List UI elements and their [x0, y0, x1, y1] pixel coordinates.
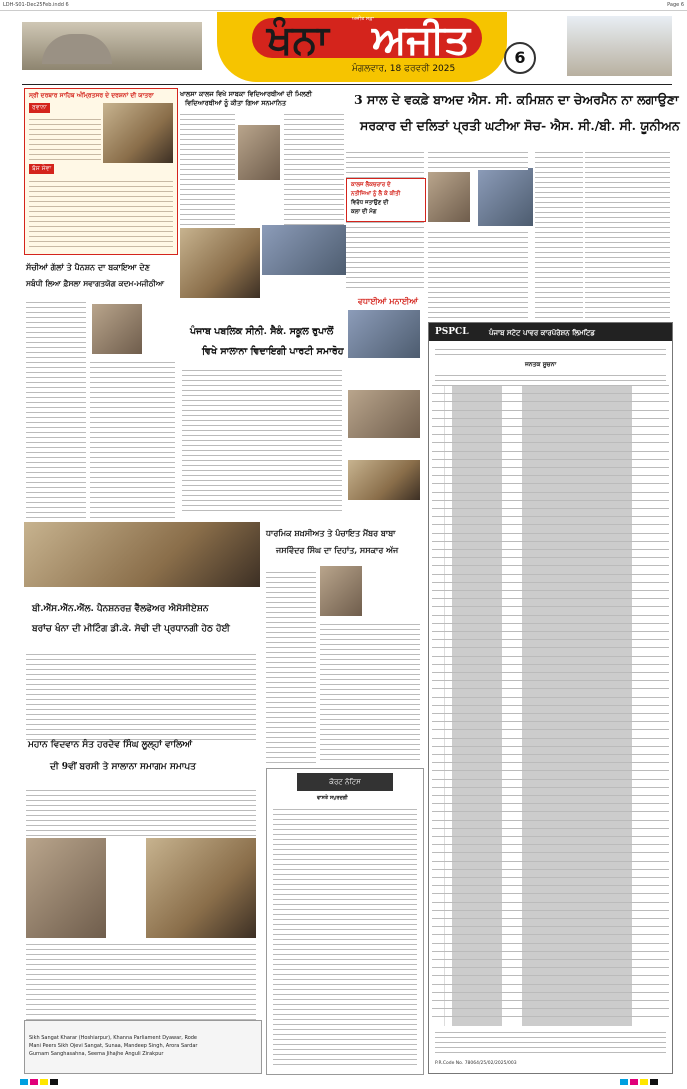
slug-line — [0, 0, 687, 11]
paper-title: ਅਜੀਤ — [372, 16, 471, 63]
black-swatch-right — [650, 1079, 658, 1085]
top-center-text-1 — [180, 110, 235, 225]
bottom-ad-line-2: Mani Peers Sikh Ojevi Sangat, Sunaa, Mandeep Singh, Arora Sardar — [29, 1043, 198, 1049]
big-headline-1: 3 ਸਾਲ ਦੇ ਵਕਫ਼ੇ ਬਾਅਦ ਐਸ. ਸੀ. ਕਮਿਸ਼ਨ ਦਾ ਚੇਅਰਮੈਨ ਨਾ ਲਗਾਉਣਾ — [354, 92, 679, 107]
cyan-swatch-right — [620, 1079, 628, 1085]
masthead-rule — [22, 84, 672, 85]
barsi-headline-2: ਦੀ 9ਵੀਂ ਬਰਸੀ ਤੇ ਸਾਲਾਨਾ ਸਮਾਗਮ ਸਮਾਪਤ — [50, 762, 196, 772]
tender-notice — [428, 322, 673, 1074]
print-footer — [0, 1076, 687, 1089]
bottom-ad-line-1: Sikh Sangat Kharar (Hoshiarpur), Khanna Parliament Dyawar, Rode — [29, 1035, 198, 1041]
ad-golden-temple-photo — [103, 103, 173, 163]
table-row — [432, 1016, 669, 1025]
barsi-story-text-2 — [26, 940, 256, 1020]
quote-line-1: ਕਾਲਜ ਲੈਕਚਰਾਰ ਦੇ — [351, 182, 391, 188]
obit-text-1 — [266, 568, 316, 763]
slug-left: LDH-S01-Dec25Feb.indd 6 — [3, 2, 69, 8]
yellow-swatch-right — [640, 1079, 648, 1085]
black-swatch — [50, 1079, 58, 1085]
slug-right: Page 6 — [667, 2, 684, 8]
big-story-text-2 — [428, 148, 528, 170]
portrait-photo-4 — [92, 304, 142, 354]
left-story-text-1 — [26, 298, 86, 520]
celebration-label: ਵਧਾਈਆਂ ਮਨਾਈਆਂ — [358, 296, 418, 306]
portrait-photo-1 — [238, 125, 280, 180]
tender-footer-ref: P.R.Code No. 78064/25/02/2025/003 — [435, 1061, 517, 1066]
ad-top-left — [24, 88, 178, 255]
sant-portrait — [26, 838, 106, 938]
tender-subintro-text — [435, 371, 666, 383]
obit-text-2 — [320, 620, 420, 763]
ad-heading: ਸ੍ਰੀ ਦਰਬਾਰ ਸਾਹਿਬ ਅੰਮ੍ਰਿਤਸਰ ਦੇ ਦਰਸ਼ਨਾਂ ਦੀ ਯਾਤਰਾ — [29, 92, 154, 99]
portrait-photo-3 — [478, 168, 533, 226]
barsi-headline-1: ਮਹਾਨ ਵਿਦਵਾਨ ਸੰਤ ਹਰਦੇਵ ਸਿੰਘ ਲੂਲ੍ਹਾਂ ਵਾਲਿਆਂ — [28, 740, 193, 750]
big-story-text-5 — [535, 148, 583, 318]
obit-headline-2: ਜਸਵਿੰਦਰ ਸਿੰਘ ਦਾ ਦਿਹਾਂਤ, ਸਸਕਾਰ ਅੱਜ — [276, 545, 399, 555]
group-photo-1 — [262, 225, 347, 275]
temple-image — [42, 34, 112, 64]
big-story-text-4 — [585, 148, 670, 318]
left-headline-2: ਸਬੰਧੀ ਲਿਆ ਫ਼ੈਸਲਾ ਸਵਾਗਤਯੋਗ ਕਦਮ-ਮਜੀਠੀਆ — [26, 279, 165, 288]
school-headline-1: ਪੰਜਾਬ ਪਬਲਿਕ ਸੀਨੀ. ਸੈਕੰ. ਸਕੂਲ ਰੁਪਾਲੋਂ — [190, 326, 334, 337]
obit-headline-1: ਧਾਰਮਿਕ ਸ਼ਖ਼ਸੀਅਤ ਤੇ ਪੰਚਾਇਤ ਮੈਂਬਰ ਬਾਬਾ — [266, 528, 396, 538]
school-headline-2: ਵਿਖੇ ਸਾਲਾਨਾ ਵਿਦਾਇਗੀ ਪਾਰਟੀ ਸਮਾਰੋਹ — [202, 346, 344, 357]
page-number: 6 — [504, 42, 536, 74]
left-headline-1: ਸੱਚੀਆਂ ਗੱਲਾਂ ਤੇ ਪੈਨਸ਼ਨ ਦਾ ਬਕਾਇਆ ਦੇਣ — [26, 262, 150, 272]
big-story-text-3 — [428, 228, 528, 318]
tender-footer-text — [435, 1028, 666, 1056]
left-story-text-2 — [90, 358, 175, 520]
quote-line-4: ਕਲਾ ਦੀ ਮੰਗ — [351, 209, 377, 215]
quote-line-3: ਵਿਰੋਧ ਜਤਾਉਣ ਦੀ — [351, 200, 389, 206]
tender-company: ਪੰਜਾਬ ਸਟੇਟ ਪਾਵਰ ਕਾਰਪੋਰੇਸ਼ਨ ਲਿਮਟਿਡ — [489, 328, 595, 337]
barsi-story-text — [26, 786, 256, 836]
legal-notice-text — [273, 805, 417, 1067]
portrait-photo-2 — [428, 172, 470, 222]
ad-tag: ਰਵਾਨਾ — [29, 103, 50, 113]
masthead-left-photo — [22, 22, 202, 70]
masthead-date: ਮੰਗਲਵਾਰ, 18 ਫਰਵਰੀ 2025 — [352, 64, 456, 74]
masthead-right-photo — [567, 16, 672, 76]
pension-story-text — [26, 650, 256, 742]
couple-photo-1 — [348, 310, 420, 358]
legal-notice-header: ਕੋਰਟ ਨੋਟਿਸ — [297, 773, 393, 791]
couple-photo-3 — [348, 460, 420, 500]
cyan-swatch — [20, 1079, 28, 1085]
masthead-small-label: ਅਜੀਤ ਸਫ਼ਾ — [352, 16, 374, 22]
top-center-text-2 — [284, 110, 344, 225]
big-headline-2: ਸਰਕਾਰ ਦੀ ਦਲਿਤਾਂ ਪ੍ਰਤੀ ਘਟੀਆ ਸੋਚ- ਐਸ. ਸੀ./ਬੀ. ਸੀ. ਯੂਨੀਅਨ — [360, 118, 680, 133]
barsi-event-photo — [146, 838, 256, 938]
quote-box — [346, 178, 426, 222]
tender-intro-text — [435, 345, 666, 359]
bottom-ad-line-3: Gurnam Sanghasahna, Seema Jihajhe Anguli Zirakpur — [29, 1051, 164, 1057]
ad-badge: ਬੱਸ ਸੇਵਾ — [29, 164, 54, 174]
group-photo-2 — [180, 228, 260, 298]
school-story-text — [182, 366, 342, 514]
legal-notice-sub: ਵਾਸਤੇ ਸਪੁਰਦਗੀ — [317, 795, 348, 801]
tender-table — [432, 385, 669, 1025]
quote-line-2: ਨਤੀਜਿਆਂ ਨੂੰ ਲੈ ਕੇ ਕੀਤੀ — [351, 191, 401, 197]
magenta-swatch-right — [630, 1079, 638, 1085]
tender-company-short: PSPCL — [435, 327, 469, 337]
obit-portrait — [320, 566, 362, 616]
couple-photo-2 — [348, 390, 420, 438]
magenta-swatch — [30, 1079, 38, 1085]
ad-body-text-2 — [29, 177, 173, 249]
ad-body-text — [29, 115, 101, 161]
yellow-swatch — [40, 1079, 48, 1085]
pension-headline-2: ਬਰਾਂਚ ਖੰਨਾ ਦੀ ਮੀਟਿੰਗ ਡੀ.ਕੇ. ਸੋਢੀ ਦੀ ਪ੍ਰਧਾਨਗੀ ਹੇਠ ਹੋਈ — [32, 624, 230, 634]
masthead — [22, 12, 672, 80]
section-title: ਖੰਨਾ — [267, 16, 329, 63]
legal-notice-box — [266, 768, 424, 1075]
top-center-headline-2: ਵਿਦਿਆਰਥੀਆਂ ਨੂੰ ਕੀਤਾ ਗਿਆ ਸਨਮਾਨਿਤ — [185, 99, 287, 107]
bottom-ad — [24, 1020, 262, 1074]
group-photo-3 — [24, 522, 260, 587]
tender-notice-title: ਜਨਤਕ ਸੂਚਨਾ — [525, 361, 557, 368]
top-center-headline-1: ਖਾਲਸਾ ਕਾਲਜ ਵਿਖੇ ਸਾਬਕਾ ਵਿਦਿਆਰਥੀਆਂ ਦੀ ਮਿਲਣੀ — [180, 90, 312, 98]
pension-headline-1: ਬੀ.ਐੱਸ.ਐੱਨ.ਐੱਲ. ਪੈਨਸ਼ਨਰਜ਼ ਵੈੱਲਫੇਅਰ ਐਸੋਸੀਏਸ਼ਨ — [32, 604, 209, 614]
